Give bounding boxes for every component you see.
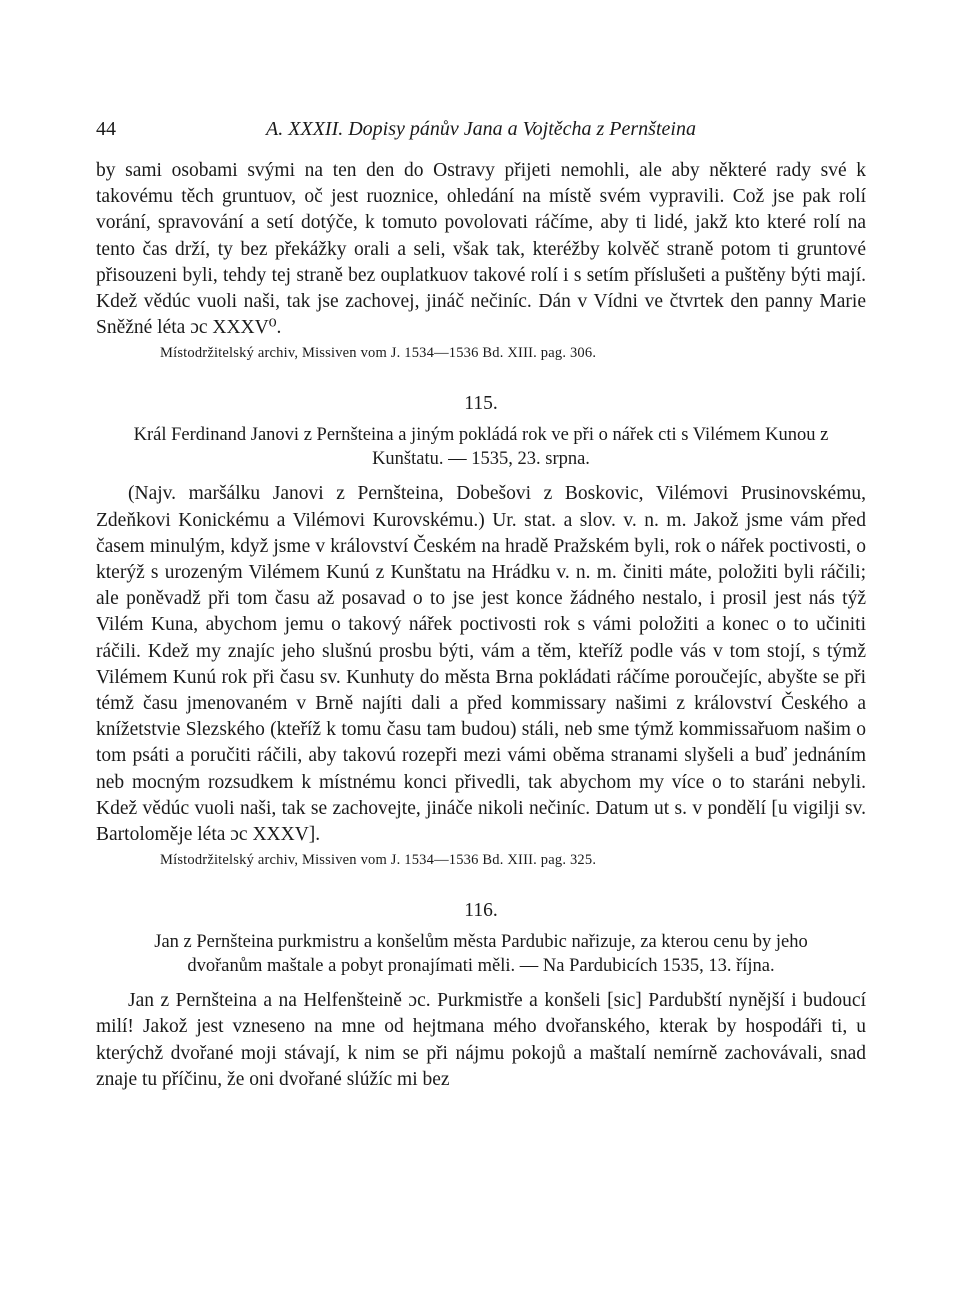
page-header [96, 118, 866, 148]
document-text-116: Jan z Pernšteina a na Helfenšteině ɔc. Purkmistře a konšeli [sic] Pardubští nynější i budoucí milí! Jakož jest vzneseno na mne od hejtmana mého dvořanského, kterak by hospodáři ti, u kterýchž dvořané moji stávají, k nim se při nájmu pokojů a maštalí nemírně zachovávali, snad znaje tu příčinu, že oni dvořané slúžíc mi bez [96, 990, 866, 1090]
document-regest-115: Král Ferdinand Janovi z Pernšteina a jiným pokládá rok ve při o nářek cti s Vilémem Kunou z Kunštatu. — 1535, 23. srpna. [133, 425, 829, 470]
page-number: 44 [96, 118, 116, 140]
document-regest-116: Jan z Pernšteina purkmistru a konšelům města Pardubic nařizuje, za kterou cenu by jeho dvořanům maštale a pobyt pronajímati měli. — Na Pardubicích 1535, 13. října. [154, 932, 808, 977]
document-number-115: 115. [464, 393, 498, 415]
document-number-116: 116. [464, 900, 498, 922]
page [96, 118, 866, 1093]
continuation-paragraph: by sami osobami svými na ten den do Ostravy přijeti nemohli, ale aby některé rady své k takovému těch gruntuov, oč jest ruoznice, ohledání na místě svém vypravili. Což jse pak rolí vorání, spravování a setí dotýče, k tomuto povolovati ráčíme, aby ti lidé, jakž kto které rolí na tento čas drží, ty bez překážky orali a seli, však tak, kteréžby kolvěč straně potom ti gruntové přisouzeni byli, tehdy tej straně bez ouplatkuov takové rolí i s setím příslušeti a puštěny býti mají. Kdež vědúc vuoli naši, tak jse zachovej, jináč nečiníc. Dán v Vídni ve čtvrtek den panny Marie Sněžné léta ɔc XXXV⁰. [96, 160, 866, 339]
archive-source-note: Místodržitelský archiv, Missiven vom J. 1534—1536 Bd. XIII. pag. 306. [160, 345, 597, 362]
running-title: A. XXXII. Dopisy pánův Jana a Vojtěcha z Pernšteina [266, 118, 696, 140]
document-text-115: (Najv. maršálku Janovi z Pernšteina, Dobešovi z Boskovic, Vilémovi Prusinovskému, Zdeňkovi Konickému a Vilémovi Kurovskému.) Ur. stat. a slov. v. n. m. Jakož jsme vám před časem minulým, když jsme v království Českém na hradě Pražském byli, rok o nářek poctivosti, o kterýž s urozeným Vilémem Kunú z Kunštatu na Hrádku v. n. m. činiti máte, položiti byli ráčili; ale poněvadž při tom času až posavad o to jse jest konce žádného nestalo, i prosil jest nás týž Vilém Kuna, abychom jemu o takový nářek poctivosti rok s vámi položiti a konec o to učiniti ráčili. Kdež my znajíc jeho slušnú prosbu býti, vám a těm, kteříž podle vás v tom stojí, s týmž Vilémem Kunú rok při času sv. Kunhuty do města Brna pokládati ráčíme poroučejíc, abyšte se při témž času jmenovaném v Brně najíti dali a před kommissary našimi z království Českého a knížetstvie Slezského (kteříž k tomu času tam budou) stáli, neb sme týmž kommissařuom našim o tom psáti a poručiti ráčili, aby takovú rozepři mezi vámi oběma stranami slyšeli a buď jednáním neb mocným rozsudkem k místnému konci přivedli, tak abychom my více o to staráni nebyli. Kdež vědúc vuoli naši, tak se zachovejte, jináče nikoli nečiníc. Datum ut s. v pondělí [u vigilji sv. Bartoloměje léta ɔc XXXV]. [96, 483, 866, 846]
archive-source-note-115: Místodržitelský archiv, Missiven vom J. 1534—1536 Bd. XIII. pag. 325. [160, 852, 597, 869]
